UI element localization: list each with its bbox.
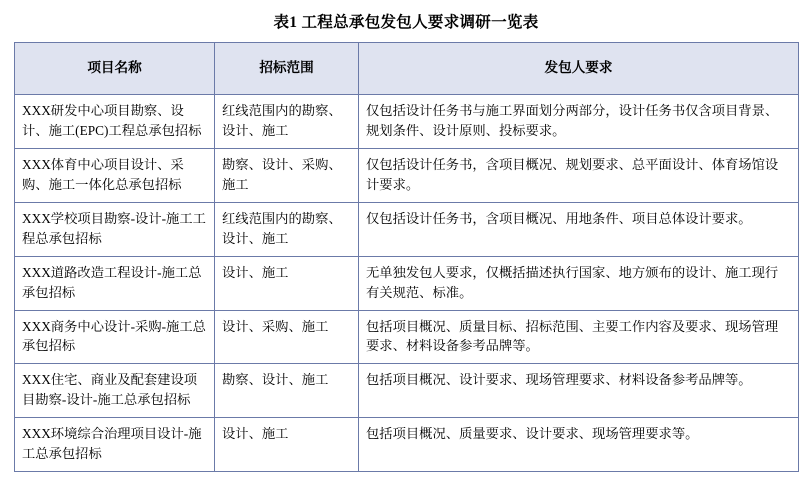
table-row <box>15 418 799 472</box>
cell-employer-requirements: 仅包括设计任务书，含项目概况、规划要求、总平面设计、体育场馆设计要求。 <box>359 148 799 202</box>
cell-bid-scope: 设计、施工 <box>215 418 359 472</box>
column-header-project-name: 项目名称 <box>15 43 215 95</box>
column-header-employer-requirements: 发包人要求 <box>359 43 799 95</box>
cell-bid-scope: 勘察、设计、施工 <box>215 364 359 418</box>
cell-bid-scope: 红线范围内的勘察、设计、施工 <box>215 202 359 256</box>
cell-employer-requirements: 仅包括设计任务书与施工界面划分两部分，设计任务书仅含项目背景、规划条件、设计原则、投标要求。 <box>359 95 799 149</box>
cell-project-name: XXX道路改造工程设计-施工总承包招标 <box>15 256 215 310</box>
cell-project-name: XXX研发中心项目勘察、设计、施工(EPC)工程总承包招标 <box>15 95 215 149</box>
table-container <box>0 42 812 472</box>
table-row <box>15 202 799 256</box>
cell-project-name: XXX学校项目勘察-设计-施工工程总承包招标 <box>15 202 215 256</box>
table-body <box>15 95 799 472</box>
cell-employer-requirements: 无单独发包人要求，仅概括描述执行国家、地方颁布的设计、施工现行有关规范、标准。 <box>359 256 799 310</box>
column-header-bid-scope: 招标范围 <box>215 43 359 95</box>
table-row <box>15 310 799 364</box>
table-row <box>15 148 799 202</box>
survey-table <box>14 42 799 472</box>
page-title: 表1 工程总承包发包人要求调研一览表 <box>273 14 539 31</box>
cell-project-name: XXX体育中心项目设计、采购、施工一体化总承包招标 <box>15 148 215 202</box>
cell-employer-requirements: 包括项目概况、质量要求、设计要求、现场管理要求等。 <box>359 418 799 472</box>
cell-project-name: XXX商务中心设计-采购-施工总承包招标 <box>15 310 215 364</box>
cell-project-name: XXX环境综合治理项目设计-施工总承包招标 <box>15 418 215 472</box>
cell-bid-scope: 勘察、设计、采购、施工 <box>215 148 359 202</box>
cell-project-name: XXX住宅、商业及配套建设项目勘察-设计-施工总承包招标 <box>15 364 215 418</box>
cell-bid-scope: 红线范围内的勘察、设计、施工 <box>215 95 359 149</box>
cell-employer-requirements: 包括项目概况、质量目标、招标范围、主要工作内容及要求、现场管理要求、材料设备参考品牌等。 <box>359 310 799 364</box>
table-row <box>15 256 799 310</box>
cell-employer-requirements: 包括项目概况、设计要求、现场管理要求、材料设备参考品牌等。 <box>359 364 799 418</box>
table-row <box>15 95 799 149</box>
cell-employer-requirements: 仅包括设计任务书，含项目概况、用地条件、项目总体设计要求。 <box>359 202 799 256</box>
cell-bid-scope: 设计、采购、施工 <box>215 310 359 364</box>
table-header <box>15 43 799 95</box>
table-header-row <box>15 43 799 95</box>
table-row <box>15 364 799 418</box>
cell-bid-scope: 设计、施工 <box>215 256 359 310</box>
